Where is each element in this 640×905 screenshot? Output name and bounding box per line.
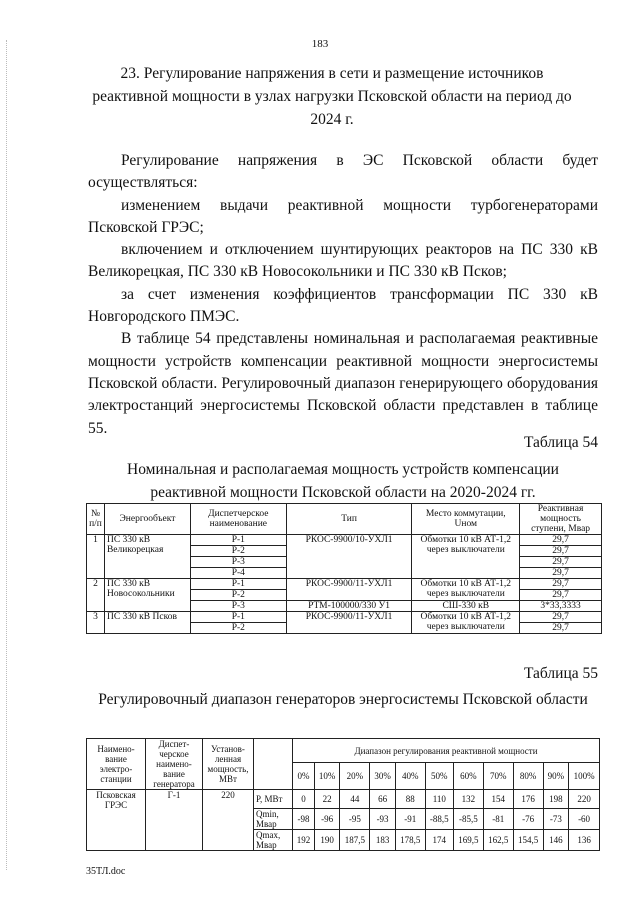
compensation-table — [86, 503, 602, 634]
col-header: Диапазон регулирования реактивной мощности — [293, 739, 600, 763]
row-label: P, МВт — [254, 790, 293, 809]
row-label: Qmin, Мвар — [254, 809, 293, 830]
col-header: Диспет-черское наимено-вание генератора — [146, 739, 203, 790]
range-value: -60 — [569, 809, 600, 830]
table-header-row — [87, 739, 600, 763]
reactive-power: 29,7 — [520, 546, 602, 557]
percent-header: 20% — [340, 763, 370, 790]
installed-power: 220 — [203, 790, 254, 851]
col-header: Установ-ленная мощность, МВт — [203, 739, 254, 790]
col-header: Диспетчерское наименование — [190, 504, 286, 535]
paragraph: за счет изменения коэффициентов трансформации ПС 330 кВ Новгородского ПМЭС. — [88, 285, 598, 326]
range-value: 132 — [453, 790, 483, 809]
percent-header: 100% — [569, 763, 600, 790]
percent-header: 80% — [513, 763, 543, 790]
paragraph: В таблице 54 представлены номинальная и располагаемая реактивные мощности устройств компенсации реактивной мощности энергосистемы Псковской области. Регулировочный диапазон генерирующего оборудования электростанций энергосистемы Псковской области представлен в таблице 55. — [88, 330, 598, 437]
reactive-power: 29,7 — [520, 557, 602, 568]
paragraph: Регулирование напряжения в ЭС Псковской области будет осуществляться: — [88, 152, 598, 192]
reactive-power: 29,7 — [520, 568, 602, 579]
device-type: РКОС-9900/10-УХЛ1 — [286, 535, 412, 579]
table-row — [87, 535, 602, 546]
range-value: 22 — [314, 790, 339, 809]
range-value: 154,5 — [513, 830, 543, 851]
range-value: 174 — [425, 830, 453, 851]
dispatch-name: Р-1 — [190, 612, 286, 623]
device-type: РТМ-100000/330 У1 — [286, 601, 412, 612]
generator-name: Г-1 — [146, 790, 203, 851]
commutation-place: Обмотки 10 кВ АТ-1,2 через выключатели — [412, 535, 520, 579]
range-value: -81 — [483, 809, 513, 830]
range-value: 190 — [314, 830, 339, 851]
percent-header: 90% — [543, 763, 568, 790]
body-text — [88, 150, 598, 440]
table-row — [87, 612, 602, 623]
range-value: 169,5 — [453, 830, 483, 851]
energy-object: ПС 330 кВ Псков — [104, 612, 190, 634]
row-label: Qmax, Мвар — [254, 830, 293, 851]
col-header: Тип — [286, 504, 412, 535]
col-header: Наимено-вание электро-станции — [87, 739, 146, 790]
range-value: 0 — [293, 790, 315, 809]
commutation-place: СШ-330 кВ — [412, 601, 520, 612]
dispatch-name: Р-2 — [190, 623, 286, 634]
percent-header: 10% — [314, 763, 339, 790]
range-value: -91 — [395, 809, 425, 830]
percent-header: 70% — [483, 763, 513, 790]
table-title: Регулировочный диапазон генераторов энергосистемы Псковской области — [98, 691, 588, 708]
range-value: 162,5 — [483, 830, 513, 851]
range-value: 192 — [293, 830, 315, 851]
dispatch-name: Р-1 — [190, 535, 286, 546]
reactive-power: 29,7 — [520, 590, 602, 601]
paragraph: изменением выдачи реактивной мощности турбогенераторами Псковской ГРЭС; — [88, 196, 598, 236]
range-value: 183 — [370, 830, 395, 851]
range-value: 176 — [513, 790, 543, 809]
row-number: 2 — [87, 579, 105, 612]
range-value: 187,5 — [340, 830, 370, 851]
col-header: Место коммутации, Uном — [412, 504, 520, 535]
table-row — [87, 790, 600, 809]
range-value: 88 — [395, 790, 425, 809]
range-value: -85,5 — [453, 809, 483, 830]
reactive-power: 29,7 — [520, 535, 602, 546]
col-header: Энергообъект — [104, 504, 190, 535]
reactive-power: 29,7 — [520, 623, 602, 634]
table-caption: Таблица 54 — [523, 434, 598, 451]
range-value: -95 — [340, 809, 370, 830]
scan-edge-line — [6, 40, 7, 870]
reactive-power: 29,7 — [520, 612, 602, 623]
col-header-empty — [254, 739, 293, 790]
footer-filename: 35ТЛ.doc — [86, 866, 126, 877]
percent-header: 50% — [425, 763, 453, 790]
dispatch-name: Р-2 — [190, 546, 286, 557]
reactive-power: 3*33,3333 — [520, 601, 602, 612]
range-value: 146 — [543, 830, 568, 851]
row-number: 1 — [87, 535, 105, 579]
energy-object: ПС 330 кВ Великорецкая — [104, 535, 190, 579]
page-number: 183 — [311, 38, 329, 50]
table-row — [87, 579, 602, 590]
dispatch-name: Р-3 — [190, 557, 286, 568]
device-type: РКОС-9900/11-УХЛ1 — [286, 579, 412, 601]
col-header: № п/п — [87, 504, 105, 535]
generator-range-table — [86, 738, 600, 851]
table-caption: Таблица 55 — [523, 665, 598, 682]
dispatch-name: Р-3 — [190, 601, 286, 612]
range-value: 44 — [340, 790, 370, 809]
range-value: 136 — [569, 830, 600, 851]
table-title: Номинальная и располагаемая мощность устройств компенсации реактивной мощности Псковской области на 2020-2024 гг. — [127, 461, 559, 501]
range-value: -73 — [543, 809, 568, 830]
percent-header: 60% — [453, 763, 483, 790]
table-header-row — [87, 504, 602, 535]
device-type: РКОС-9900/11-УХЛ1 — [286, 612, 412, 634]
dispatch-name: Р-4 — [190, 568, 286, 579]
percent-header: 30% — [370, 763, 395, 790]
paragraph: включением и отключением шунтирующих реакторов на ПС 330 кВ Великорецкая, ПС 330 кВ Новосокольники и ПС 330 кВ Псков; — [88, 241, 598, 281]
range-value: 178,5 — [395, 830, 425, 851]
range-value: -96 — [314, 809, 339, 830]
dispatch-name: Р-1 — [190, 579, 286, 590]
station-name: Псковская ГРЭС — [87, 790, 146, 851]
range-value: -93 — [370, 809, 395, 830]
row-number: 3 — [87, 612, 105, 634]
commutation-place: Обмотки 10 кВ АТ-1,2 через выключатели — [412, 612, 520, 634]
range-value: 66 — [370, 790, 395, 809]
range-value: 154 — [483, 790, 513, 809]
range-value: 198 — [543, 790, 568, 809]
percent-header: 0% — [293, 763, 315, 790]
range-value: -88,5 — [425, 809, 453, 830]
range-value: 220 — [569, 790, 600, 809]
col-header: Реактивная мощность ступени, Мвар — [520, 504, 602, 535]
range-value: 110 — [425, 790, 453, 809]
reactive-power: 29,7 — [520, 579, 602, 590]
percent-header: 40% — [395, 763, 425, 790]
dispatch-name: Р-2 — [190, 590, 286, 601]
commutation-place: Обмотки 10 кВ АТ-1,2 через выключатели — [412, 579, 520, 601]
range-value: -76 — [513, 809, 543, 830]
energy-object: ПС 330 кВ Новосокольники — [104, 579, 190, 612]
range-value: -98 — [293, 809, 315, 830]
section-heading: 23. Регулирование напряжения в сети и размещение источников реактивной мощности в узлах нагрузки Псковской области на период до 2024 г. — [92, 65, 572, 128]
